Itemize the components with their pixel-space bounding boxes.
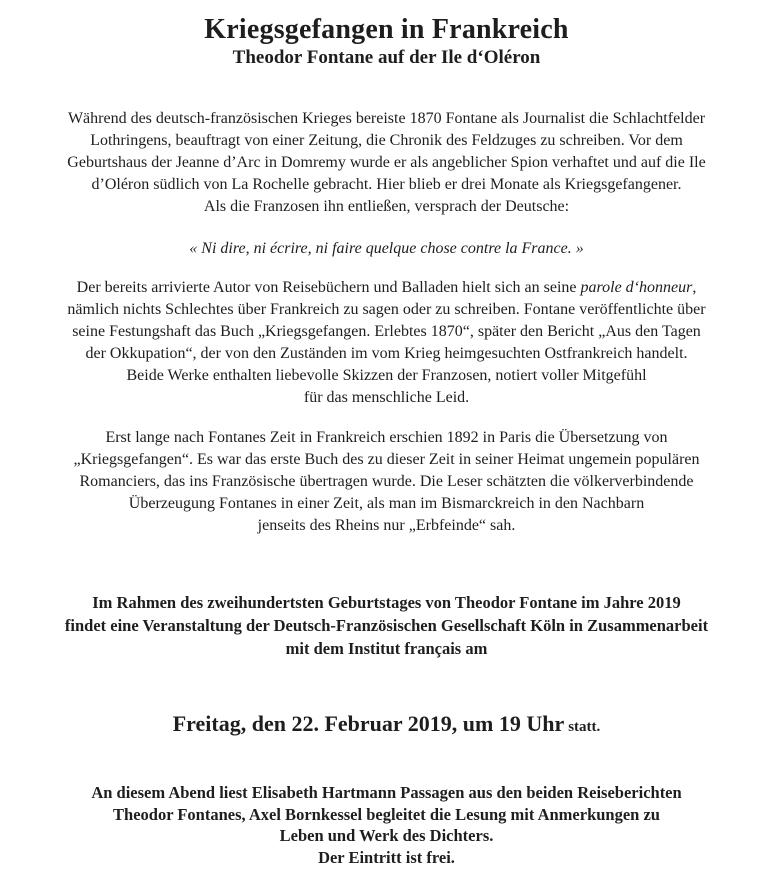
italic-phrase: parole d‘honneur [580,279,693,296]
text-line: Theodor Fontanes, Axel Bornkessel begleitet die Lesung mit Anmerkungen zu [113,804,660,824]
page-title: Kriegsgefangen in Frankreich [204,14,569,45]
text-line: nämlich nichts Schlechtes über Frankreich zu sagen oder zu schreiben. Fontane veröffentlichte über [67,301,706,318]
text-line: Während des deutsch-französischen Krieges bereiste 1870 Fontane als Journalist die Schlachtfelder [67,110,706,127]
text-line: „Kriegsgefangen“. Es war das erste Buch des zu dieser Zeit in seiner Heimat ungemein populären [73,451,700,468]
text-line: Geburtshaus der Jeanne d’Arc in Domremy wurde er als angeblicher Spion verhaftet und auf die Ile [67,154,706,171]
event-datetime-line [0,709,773,742]
text-line: der Okkupation“, der von den Zuständen im vom Krieg heimgesuchten Ostfrankreich handelt. [85,345,688,362]
text-line: Erst lange nach Fontanes Zeit in Frankreich erschien 1892 in Paris die Übersetzung von [105,429,668,446]
text-line: Leben und Werk des Dichters. [279,826,494,845]
text-line: für das menschliche Leid. [303,389,470,406]
text-line: Überzeugung Fontanes in einer Zeit, als man im Bismarckreich in den Nachbarn [128,495,645,512]
text-line: seine Festungshaft das Buch „Kriegsgefangen. Erlebtes 1870“, später den Bericht „Aus den Tagen [72,323,701,340]
text-line: An diesem Abend liest Elisabeth Hartmann Passagen aus den beiden Reiseberichten [91,783,682,802]
announcement-paragraph [0,591,773,660]
intro-paragraph [0,108,773,218]
details-paragraph [0,782,773,868]
text-line: findet eine Veranstaltung der Deutsch-Französischen Gesellschaft Köln in Zusammenarbeit [64,616,709,635]
text-segment: , [692,279,697,296]
text-line: Als die Franzosen ihn entließen, versprach der Deutsche: [203,198,570,215]
translation-paragraph [0,427,773,537]
event-suffix: statt. [568,719,601,735]
text-line: Im Rahmen des zweihundertsten Geburtstages von Theodor Fontane im Jahre 2019 [92,593,681,612]
text-line: Lothringens, beauftragt von einer Zeitung, die Chronik des Feldzuges zu schreiben. Vor dem [90,132,683,149]
text-line: Romanciers, das ins Französische übertragen wurde. Die Leser schätzten die völkerverbindende [79,473,694,490]
event-datetime: Freitag, den 22. Februar 2019, um 19 Uhr [172,711,565,736]
page-subtitle: Theodor Fontane auf der Ile d‘Oléron [232,47,541,68]
text-line: d’Oléron südlich von La Rochelle gebracht. Hier blieb er drei Monate als Kriegsgefangener. [91,176,682,193]
text-line: Beide Werke enthalten liebevolle Skizzen der Franzosen, notiert voller Mitgefühl [126,367,647,384]
text-segment: Der bereits arrivierte Autor von Reisebüchern und Balladen hielt sich an seine [76,279,581,296]
text-line: Der Eintritt ist frei. [318,847,455,867]
honor-paragraph [0,277,773,409]
text-line [0,277,773,299]
text-line: mit dem Institut français am [285,639,488,658]
french-quote: « Ni dire, ni écrire, ni faire quelque chose contre la France. » [189,240,584,257]
text-line: jenseits des Rheins nur „Erbfeinde“ sah. [257,517,516,534]
